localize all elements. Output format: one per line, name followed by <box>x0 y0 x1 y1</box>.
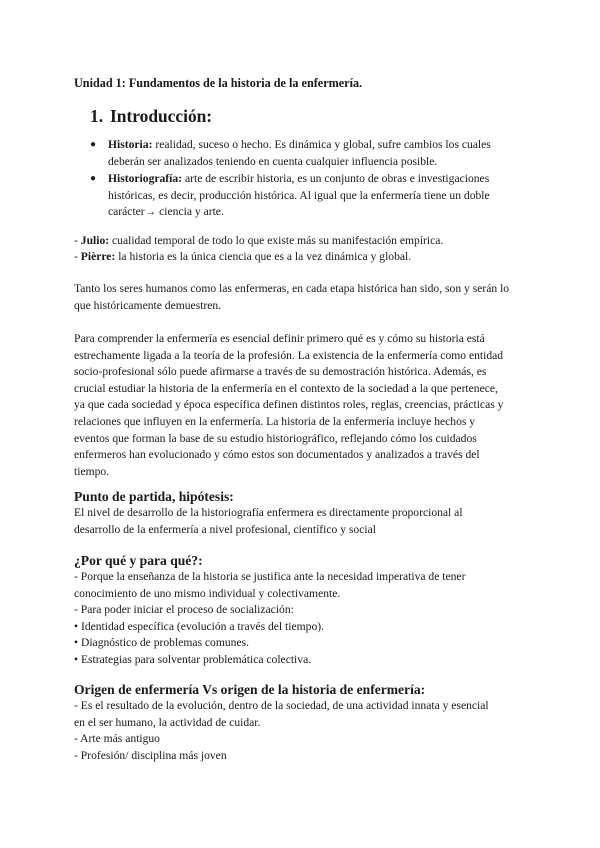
why-heading: ¿Por qué y para qué?: <box>74 553 203 568</box>
document-title: Unidad 1: Fundamentos de la historia de la enfermería. <box>74 76 363 90</box>
bullet-text-line: históricas, es decir, producción histórica. Al igual que la enfermería tiene un doble <box>108 188 490 202</box>
why-list: - Porque la enseñanza de la historia se justifica ante la necesidad imperativa de tener conocimiento de uno mismo individual y colectivamente. - Para poder iniciar el proceso de socialización: • Identidad específica (evolución a través del tiempo). • Diagnóstico de problemas comunes. • Estrategias para solventar problemática colectiva. <box>74 570 466 666</box>
paragraph-seres-humanos: Tanto los seres humanos como las enfermeras, en cada etapa histórica han sido, son y serán lo que históricamente demuestren. <box>74 282 510 312</box>
bullet-dot-icon: ● <box>90 173 97 185</box>
bullet-historia <box>90 137 526 170</box>
bullet-text-line: arte de escribir historia, es un conjunto de obras e investigaciones <box>184 172 490 186</box>
bullet-term: Historiografía: <box>108 172 183 186</box>
bullet-text-line: carácter→ ciencia y arte. <box>108 205 224 219</box>
bullet-dot-icon: ● <box>90 139 97 150</box>
bullet-historiografia <box>90 171 526 221</box>
definition-bullet-list <box>90 137 526 221</box>
author-definition-pierre: - Pièrre: la historia es la única ciencia que es a la vez dinámica y global. <box>74 250 412 263</box>
author-name: Julio: <box>80 234 110 247</box>
section-title: Introducción: <box>110 106 213 126</box>
section-number: 1. <box>90 106 104 126</box>
bullet-historiografia-text <box>108 171 526 221</box>
author-definition-julio: - Julio: cualidad temporal de todo lo que existe más su manifestación empírica. <box>74 234 444 247</box>
section-heading <box>90 108 212 125</box>
author-text: la historia es la única ciencia que es a la vez dinámica y global. <box>115 250 412 263</box>
bullet-historia-text <box>108 137 526 170</box>
hypothesis-heading: Punto de partida, hipótesis: <box>74 489 234 504</box>
hypothesis-text: El nivel de desarrollo de la historiografía enfermera es directamente proporcional al desarrollo de la enfermería a nivel profesional, científico y social <box>74 506 463 536</box>
bullet-term: Historia: <box>108 138 153 151</box>
origin-heading: Origen de enfermería Vs origen de la historia de enfermería: <box>74 682 426 697</box>
paragraph-comprender-enfermeria: Para comprender la enfermería es esencial definir primero qué es y cómo su historia está estrechamente ligada a la teoría de la profesión. La existencia de la enfermería como entidad socio-profesional sólo puede afirmarse a través de su demostración histórica. Además, es crucial estudiar la historia de la enfermería en el contexto de la sociedad a la que pertenece, ya que cada sociedad y época específica definen distintos roles, reglas, creencias, prácticas y relaciones que influyen en la enfermería. La historia de la enfermería incluye hechos y eventos que forman la base de su estudio historiográfico, reflejando cómo los cuidados enfermeros han evolucionado y cómo estos son documentados y analizados a través del tiempo. <box>74 332 504 478</box>
origin-list: - Es el resultado de la evolución, dentro de la sociedad, de una actividad innata y esencial en el ser humano, la actividad de cuidar. - Arte más antiguo - Profesión/ disciplina más joven <box>74 699 489 762</box>
author-name: Pièrre: <box>80 250 116 263</box>
bullet-text-line: realidad, suceso o hecho. Es dinámica y global, sufre cambios los cuales <box>155 138 491 151</box>
bullet-text-line: deberán ser analizados teniendo en cuenta cualquier influencia posible. <box>108 154 438 168</box>
author-text: cualidad temporal de todo lo que existe más su manifestación empírica. <box>109 234 444 247</box>
